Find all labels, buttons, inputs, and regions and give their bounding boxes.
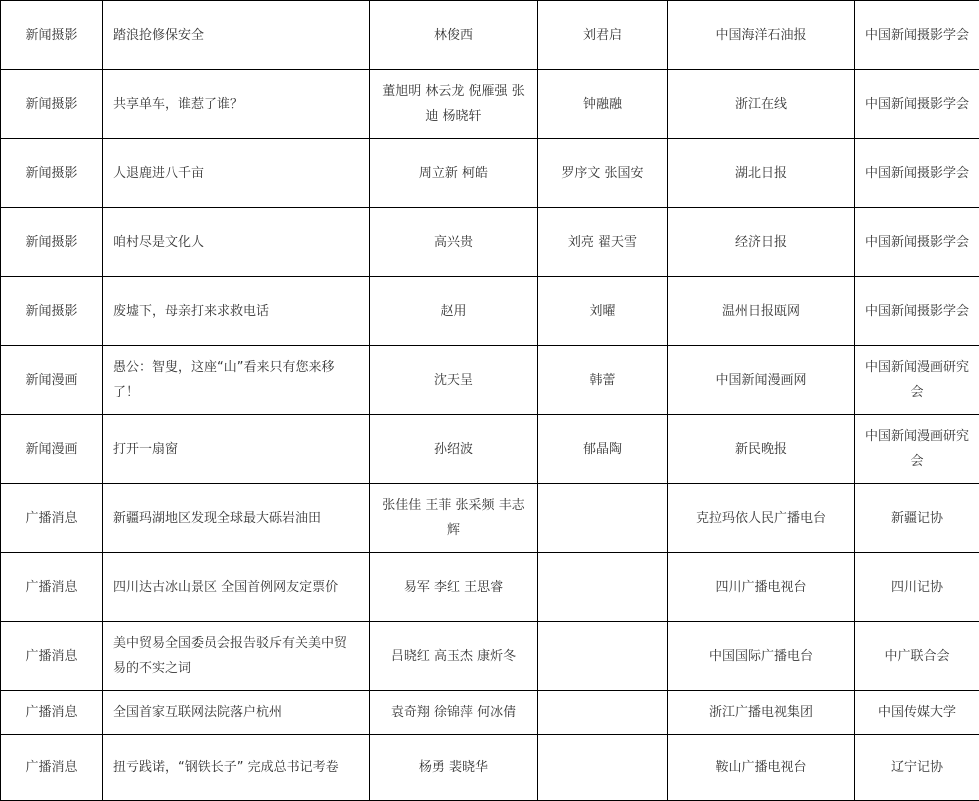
authors-cell: 孙绍波 <box>370 415 538 484</box>
authors-cell: 高兴贵 <box>370 208 538 277</box>
awards-table-body <box>1 1 979 801</box>
category-cell: 新闻漫画 <box>1 415 103 484</box>
outlet-cell: 中国国际广播电台 <box>668 622 855 691</box>
category-cell: 新闻摄影 <box>1 1 103 70</box>
recommender-cell: 四川记协 <box>855 553 979 622</box>
title-cell: 愚公：智叟，这座“山”看来只有您来移了！ <box>103 346 370 415</box>
table-row <box>1 484 979 553</box>
title-cell: 人退鹿进八千亩 <box>103 139 370 208</box>
category-cell: 新闻摄影 <box>1 139 103 208</box>
authors-cell: 袁奇翔 徐锦萍 何冰倩 <box>370 691 538 735</box>
category-cell: 新闻摄影 <box>1 70 103 139</box>
recommender-cell: 中国新闻摄影学会 <box>855 1 979 70</box>
recommender-cell: 辽宁记协 <box>855 735 979 801</box>
outlet-cell: 中国海洋石油报 <box>668 1 855 70</box>
outlet-cell: 新民晚报 <box>668 415 855 484</box>
category-cell: 新闻漫画 <box>1 346 103 415</box>
table-row <box>1 415 979 484</box>
category-cell: 广播消息 <box>1 484 103 553</box>
outlet-cell: 克拉玛依人民广播电台 <box>668 484 855 553</box>
authors-cell: 张佳佳 王菲 张采频 丰志辉 <box>370 484 538 553</box>
title-cell: 咱村尽是文化人 <box>103 208 370 277</box>
table-row <box>1 277 979 346</box>
category-cell: 新闻摄影 <box>1 277 103 346</box>
category-cell: 广播消息 <box>1 622 103 691</box>
title-cell: 踏浪抢修保安全 <box>103 1 370 70</box>
table-row <box>1 622 979 691</box>
table-row <box>1 208 979 277</box>
editors-cell: 钟融融 <box>538 70 668 139</box>
editors-cell: 刘亮 翟天雪 <box>538 208 668 277</box>
outlet-cell: 鞍山广播电视台 <box>668 735 855 801</box>
editors-cell <box>538 553 668 622</box>
recommender-cell: 新疆记协 <box>855 484 979 553</box>
recommender-cell: 中国新闻摄影学会 <box>855 70 979 139</box>
outlet-cell: 湖北日报 <box>668 139 855 208</box>
authors-cell: 沈天呈 <box>370 346 538 415</box>
outlet-cell: 温州日报瓯网 <box>668 277 855 346</box>
recommender-cell: 中广联合会 <box>855 622 979 691</box>
recommender-cell: 中国新闻摄影学会 <box>855 277 979 346</box>
category-cell: 广播消息 <box>1 553 103 622</box>
outlet-cell: 中国新闻漫画网 <box>668 346 855 415</box>
editors-cell: 郁晶陶 <box>538 415 668 484</box>
outlet-cell: 浙江广播电视集团 <box>668 691 855 735</box>
outlet-cell: 四川广播电视台 <box>668 553 855 622</box>
authors-cell: 周立新 柯皓 <box>370 139 538 208</box>
authors-cell: 易军 李红 王思睿 <box>370 553 538 622</box>
table-row <box>1 139 979 208</box>
title-cell: 新疆玛湖地区发现全球最大砾岩油田 <box>103 484 370 553</box>
outlet-cell: 经济日报 <box>668 208 855 277</box>
title-cell: 全国首家互联网法院落户杭州 <box>103 691 370 735</box>
authors-cell: 林俊西 <box>370 1 538 70</box>
table-row <box>1 691 979 735</box>
table-row <box>1 346 979 415</box>
title-cell: 四川达古冰山景区 全国首例网友定票价 <box>103 553 370 622</box>
authors-cell: 赵用 <box>370 277 538 346</box>
title-cell: 美中贸易全国委员会报告驳斥有关美中贸易的不实之词 <box>103 622 370 691</box>
table-row <box>1 553 979 622</box>
table-row <box>1 70 979 139</box>
title-cell: 扭亏践诺，“钢铁长子” 完成总书记考卷 <box>103 735 370 801</box>
table-row <box>1 735 979 801</box>
title-cell: 共享单车，谁惹了谁？ <box>103 70 370 139</box>
category-cell: 广播消息 <box>1 691 103 735</box>
recommender-cell: 中国新闻漫画研究会 <box>855 346 979 415</box>
editors-cell: 罗序文 张国安 <box>538 139 668 208</box>
category-cell: 新闻摄影 <box>1 208 103 277</box>
title-cell: 打开一扇窗 <box>103 415 370 484</box>
recommender-cell: 中国新闻摄影学会 <box>855 139 979 208</box>
editors-cell: 韩蕾 <box>538 346 668 415</box>
editors-cell: 刘君启 <box>538 1 668 70</box>
editors-cell <box>538 691 668 735</box>
authors-cell: 董旭明 林云龙 倪雁强 张迪 杨晓轩 <box>370 70 538 139</box>
recommender-cell: 中国新闻摄影学会 <box>855 208 979 277</box>
editors-cell <box>538 735 668 801</box>
editors-cell: 刘曜 <box>538 277 668 346</box>
outlet-cell: 浙江在线 <box>668 70 855 139</box>
title-cell: 废墟下，母亲打来求救电话 <box>103 277 370 346</box>
recommender-cell: 中国传媒大学 <box>855 691 979 735</box>
table-row <box>1 1 979 70</box>
authors-cell: 杨勇 裴晓华 <box>370 735 538 801</box>
editors-cell <box>538 622 668 691</box>
authors-cell: 吕晓红 高玉杰 康炘冬 <box>370 622 538 691</box>
editors-cell <box>538 484 668 553</box>
recommender-cell: 中国新闻漫画研究会 <box>855 415 979 484</box>
category-cell: 广播消息 <box>1 735 103 801</box>
